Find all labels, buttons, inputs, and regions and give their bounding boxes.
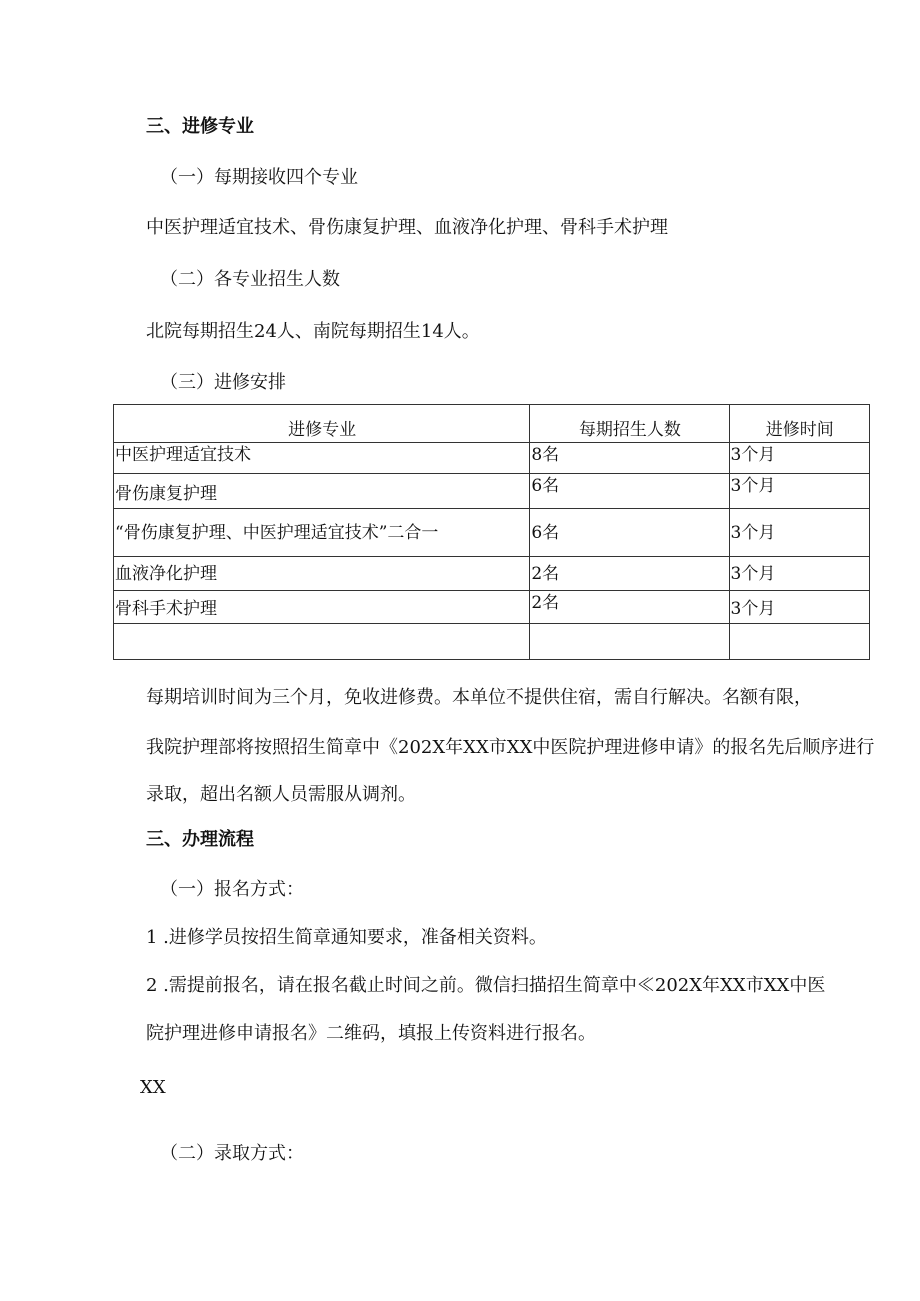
table-cell-major: 中医护理适宜技术 xyxy=(114,443,530,474)
table-header-row xyxy=(114,405,870,443)
placeholder-xx: XX xyxy=(140,1077,166,1098)
table-header-duration: 进修时间 xyxy=(729,405,869,443)
training-paragraph-line-3: 录取，超出名额人员需服从调剂。 xyxy=(146,784,416,805)
table-header-count: 每期招生人数 xyxy=(530,405,729,443)
table-row xyxy=(114,557,870,591)
table-cell-duration: 3个月 xyxy=(729,443,869,474)
table-row xyxy=(114,474,870,509)
section-heading-process: 三、办理流程 xyxy=(146,829,254,850)
arrangement-table xyxy=(113,404,870,660)
process-item-2-line-1: 2 .需提前报名，请在报名截止时间之前。微信扫描招生简章中≪202X年XX市XX中医 xyxy=(146,975,826,996)
table-cell-major: 骨科手术护理 xyxy=(114,591,530,624)
table-row xyxy=(114,591,870,624)
subheading-admission-method: （二）录取方式： xyxy=(160,1143,304,1164)
table-cell-count: 8名 xyxy=(530,443,729,474)
table-cell-duration: 3个月 xyxy=(729,509,869,557)
table-cell-duration: 3个月 xyxy=(729,474,869,509)
table-row xyxy=(114,624,870,660)
section-heading-specialties: 三、进修专业 xyxy=(146,116,254,137)
table-cell-duration: 3个月 xyxy=(729,591,869,624)
table-cell-major: “骨伤康复护理、中医护理适宜技术”二合一 xyxy=(114,509,530,557)
process-item-1: 1 .进修学员按招生简章通知要求，准备相关资料。 xyxy=(146,927,547,948)
table-cell-duration xyxy=(729,624,869,660)
training-paragraph-line-1: 每期培训时间为三个月，免收进修费。本单位不提供住宿，需自行解决。名额有限， xyxy=(146,687,812,708)
table-header-major: 进修专业 xyxy=(114,405,530,443)
table-cell-count: 2名 xyxy=(530,591,729,624)
majors-list-text: 中医护理适宜技术、骨伤康复护理、血液净化护理、骨科手术护理 xyxy=(146,217,668,238)
table-cell-major: 骨伤康复护理 xyxy=(114,474,530,509)
table-cell-major xyxy=(114,624,530,660)
subheading-four-majors: （一）每期接收四个专业 xyxy=(160,167,358,188)
process-item-2-line-2: 院护理进修申请报名》二维码，填报上传资料进行报名。 xyxy=(146,1023,596,1044)
table-cell-count xyxy=(530,624,729,660)
enrollment-counts-text: 北院每期招生24人、南院每期招生14人。 xyxy=(146,321,480,342)
table-cell-count: 6名 xyxy=(530,509,729,557)
table-cell-count: 6名 xyxy=(530,474,729,509)
subheading-registration-method: （一）报名方式： xyxy=(160,879,304,900)
table-row xyxy=(114,509,870,557)
subheading-enrollment-counts: （二）各专业招生人数 xyxy=(160,269,340,290)
table-row xyxy=(114,443,870,474)
table-cell-duration: 3个月 xyxy=(729,557,869,591)
training-paragraph-line-2: 我院护理部将按照招生简章中《202X年XX市XX中医院护理进修申请》的报名先后顺序进行 xyxy=(146,737,875,758)
table-cell-count: 2名 xyxy=(530,557,729,591)
subheading-arrangement: （三）进修安排 xyxy=(160,372,286,393)
table-cell-major: 血液净化护理 xyxy=(114,557,530,591)
